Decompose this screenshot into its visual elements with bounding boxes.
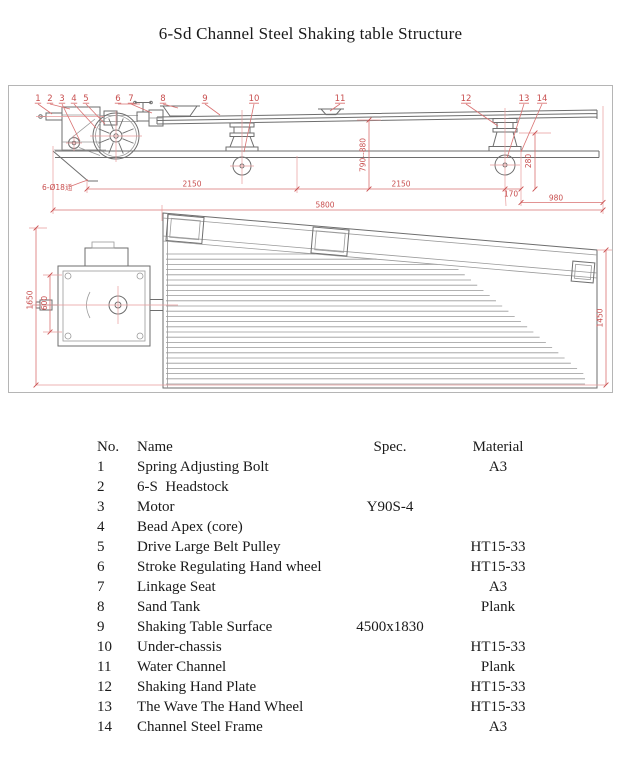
header-no: No. bbox=[97, 439, 120, 455]
table-row bbox=[0, 637, 621, 657]
table-row bbox=[0, 497, 621, 517]
dim-frame-holes: 6-Ø18通 bbox=[42, 183, 73, 192]
cell-no: 14 bbox=[97, 719, 112, 735]
cell-material: Plank bbox=[480, 599, 516, 615]
cell-name: Stroke Regulating Hand wheel bbox=[137, 559, 322, 575]
callout-3: 3 bbox=[59, 94, 65, 104]
plan-view-dimensions bbox=[26, 228, 607, 385]
cell-spec: Y90S-4 bbox=[366, 499, 414, 515]
callout-2: 2 bbox=[47, 94, 53, 104]
cell-material: A3 bbox=[488, 459, 508, 475]
cell-name: Bead Apex (core) bbox=[137, 519, 243, 535]
cell-spec: 4500x1830 bbox=[356, 619, 424, 635]
table-row bbox=[0, 577, 621, 597]
cell-material bbox=[425, 617, 571, 637]
header-material: Material bbox=[472, 439, 524, 455]
cell-material: HT15-33 bbox=[470, 539, 526, 555]
dim-span-right: 2150 bbox=[391, 179, 411, 189]
headstock-plan bbox=[36, 242, 163, 346]
cell-spec bbox=[355, 557, 425, 577]
dim-deck-height-range: 790--880 bbox=[358, 137, 368, 173]
table-row bbox=[0, 477, 621, 497]
cell-no: 12 bbox=[97, 679, 112, 695]
cell-material: A3 bbox=[488, 719, 508, 735]
cell-name: Shaking Table Surface bbox=[137, 619, 273, 635]
cell-spec bbox=[355, 677, 425, 697]
callout-14: 14 bbox=[536, 94, 548, 104]
cell-material bbox=[425, 497, 571, 517]
cell-spec bbox=[355, 457, 425, 477]
dim-head-width: 1650 bbox=[25, 290, 35, 310]
cell-no: 13 bbox=[97, 699, 112, 715]
cell-spec bbox=[355, 477, 425, 497]
launder-box-1 bbox=[166, 215, 204, 244]
table-row bbox=[0, 537, 621, 557]
table-row bbox=[0, 697, 621, 717]
cell-name: 6-S Headstock bbox=[137, 479, 229, 495]
cell-no: 11 bbox=[97, 659, 112, 675]
cell-no: 6 bbox=[97, 559, 105, 575]
cell-spec bbox=[355, 597, 425, 617]
table-row bbox=[0, 457, 621, 477]
cell-material: HT15-33 bbox=[470, 679, 526, 695]
cell-material: HT15-33 bbox=[470, 699, 526, 715]
cell-no: 9 bbox=[97, 619, 105, 635]
header-name: Name bbox=[137, 439, 173, 455]
cell-material bbox=[425, 517, 571, 537]
cell-spec bbox=[355, 637, 425, 657]
cell-spec bbox=[355, 537, 425, 557]
dim-headstock-width: 600 bbox=[40, 295, 49, 311]
dim-total-length: 5800 bbox=[315, 200, 335, 210]
cell-spec bbox=[355, 517, 425, 537]
table-row bbox=[0, 717, 621, 737]
dim-deck-width: 1450 bbox=[595, 308, 605, 328]
table-row bbox=[0, 597, 621, 617]
cell-material: HT15-33 bbox=[470, 559, 526, 575]
cell-name: The Wave The Hand Wheel bbox=[137, 699, 304, 715]
cell-no: 7 bbox=[97, 579, 105, 595]
cell-spec bbox=[355, 577, 425, 597]
cell-name: Water Channel bbox=[137, 659, 227, 675]
riffle-lines bbox=[166, 254, 585, 384]
cell-spec bbox=[355, 717, 425, 737]
table-row bbox=[0, 617, 621, 637]
cell-no: 10 bbox=[97, 639, 112, 655]
cell-material: HT15-33 bbox=[470, 639, 526, 655]
parts-list bbox=[0, 437, 621, 737]
dimension-ticks bbox=[34, 118, 609, 388]
dim-span-left: 2150 bbox=[182, 179, 202, 189]
callout-12: 12 bbox=[460, 94, 472, 104]
cell-name: Channel Steel Frame bbox=[137, 719, 263, 735]
parts-header-row bbox=[0, 437, 621, 457]
callout-7: 7 bbox=[128, 94, 134, 104]
callout-13: 13 bbox=[518, 94, 530, 104]
cell-material: Plank bbox=[480, 659, 516, 675]
callout-11: 11 bbox=[334, 94, 346, 104]
cell-name: Motor bbox=[137, 499, 175, 515]
cell-spec bbox=[355, 657, 425, 677]
cell-no: 4 bbox=[97, 519, 105, 535]
cell-no: 8 bbox=[97, 599, 105, 615]
callout-4: 4 bbox=[71, 94, 77, 104]
dim-support-offset: 170 bbox=[503, 189, 519, 199]
callout-10: 10 bbox=[248, 94, 260, 104]
header-spec: Spec. bbox=[373, 439, 407, 455]
cell-name: Sand Tank bbox=[137, 599, 201, 615]
callout-8: 8 bbox=[160, 94, 166, 104]
table-row bbox=[0, 657, 621, 677]
table-row bbox=[0, 517, 621, 537]
callout-9: 9 bbox=[202, 94, 208, 104]
cell-material: A3 bbox=[488, 579, 508, 595]
cell-spec bbox=[355, 697, 425, 717]
cell-name: Drive Large Belt Pulley bbox=[137, 539, 281, 555]
callout-6: 6 bbox=[115, 94, 121, 104]
cell-name: Under-chassis bbox=[137, 639, 222, 655]
side-view-machine bbox=[39, 101, 599, 181]
plan-view-machine bbox=[36, 213, 597, 388]
cell-name: Shaking Hand Plate bbox=[137, 679, 257, 695]
parts-rows bbox=[0, 457, 621, 737]
cell-no: 2 bbox=[97, 479, 105, 495]
cell-name: Spring Adjusting Bolt bbox=[137, 459, 269, 475]
dim-tail-length: 980 bbox=[548, 193, 564, 203]
page-title: 6-Sd Channel Steel Shaking table Structure bbox=[158, 24, 463, 43]
cell-no: 3 bbox=[97, 499, 105, 515]
cell-material bbox=[425, 477, 571, 497]
dim-wheel-drop: 280 bbox=[524, 153, 533, 169]
table-row bbox=[0, 557, 621, 577]
table-row bbox=[0, 677, 621, 697]
cell-no: 5 bbox=[97, 539, 105, 555]
callout-5: 5 bbox=[83, 94, 89, 104]
cell-name: Linkage Seat bbox=[137, 579, 216, 595]
launder-box-2 bbox=[311, 227, 349, 256]
cell-no: 1 bbox=[97, 459, 105, 475]
callout-1: 1 bbox=[35, 94, 41, 104]
